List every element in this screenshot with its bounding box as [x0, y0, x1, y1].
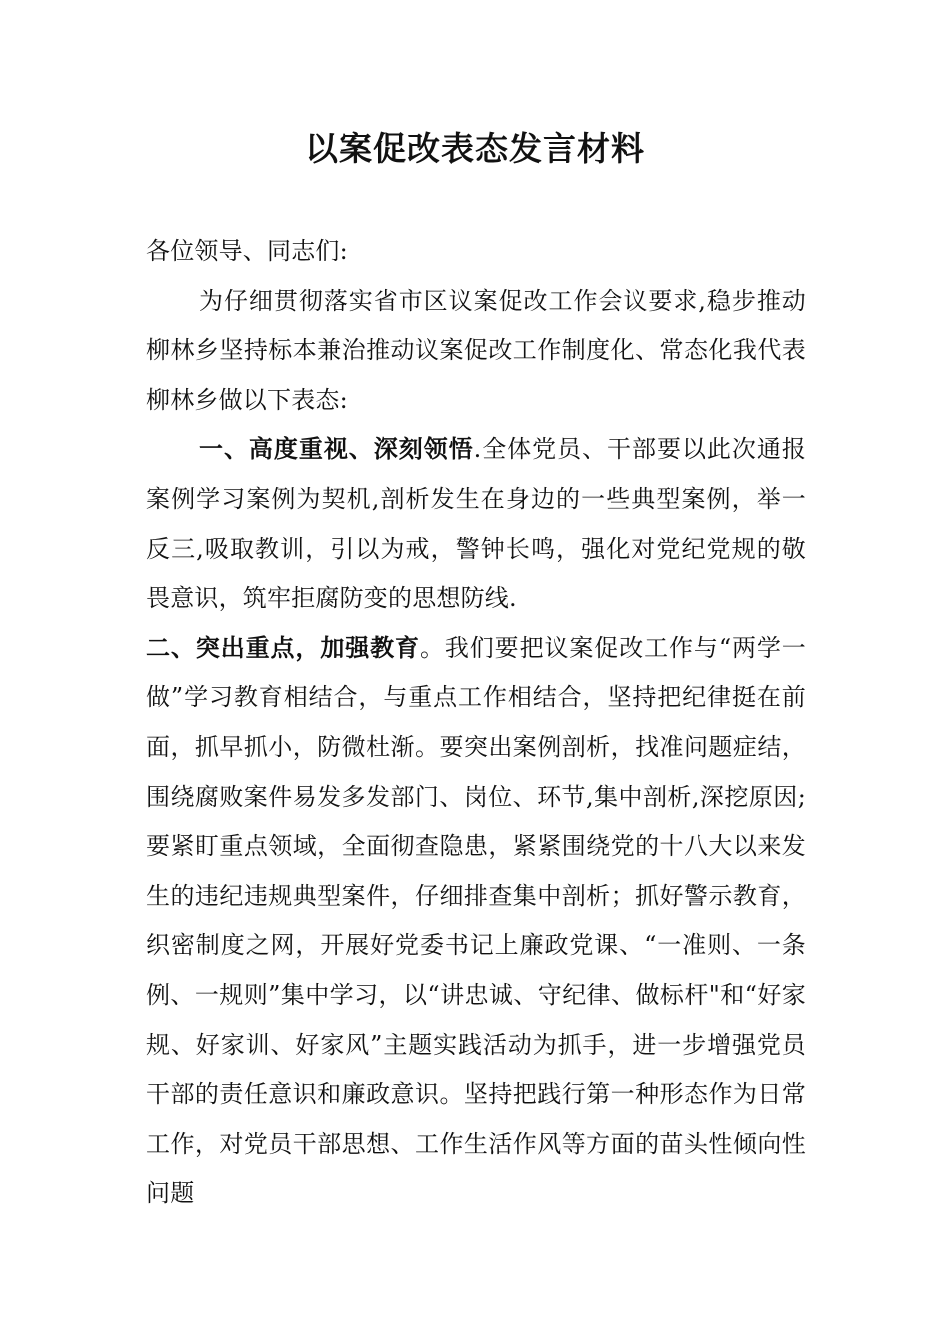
- section-2-text: 。我们要把议案促改工作与“两学一做”学习教育相结合，与重点工作相结合，坚持把纪律挺在前面，抓早抓小，防微杜渐。要突出案例剖析，找准问题症结，围绕腐败案件易发多发部门、岗位、环节,集中剖析,深挖原因;要紧盯重点领域，全面彻查隐患，紧紧围绕党的十八大以来发生的违纪违规典型案件，仔细排查集中剖析；抓好警示教育，织密制度之网，开展好党委书记上廉政党课、“一准则、一条例、一规则”集中学习，以“讲忠诚、守纪律、做标杆"和“好家规、好家训、好家风”主题实践活动为抓手，进一步增强党员干部的责任意识和廉政意识。坚持把践行第一种形态作为日常工作，对党员干部思想、工作生活作风等方面的苗头性倾向性问题: [146, 633, 807, 1208]
- intro-paragraph: 为仔细贯彻落实省市区议案促改工作会议要求,稳步推动柳林乡坚持标本兼治推动议案促改工作制度化、常态化我代表柳林乡做以下表态:: [146, 286, 806, 414]
- section-1-heading: 一、高度重视、深刻领悟: [199, 435, 474, 464]
- salutation: 各位领导、同志们:: [146, 237, 348, 265]
- section-2-paragraph: [146, 624, 806, 1219]
- section-1-text: .全体党员、干部要以此次通报案例学习案例为契机,剖析发生在身边的一些典型案例，举一反三,吸取教训，引以为戒，警钟长鸣，强化对党纪党规的敬畏意识，筑牢拒腐防变的思想防线.: [146, 435, 806, 613]
- document-title: 以案促改表态发言材料: [305, 129, 645, 168]
- section-2-heading: 二、突出重点，加强教育: [146, 633, 420, 662]
- section-1-paragraph: [146, 425, 806, 623]
- document-body: [146, 227, 806, 1219]
